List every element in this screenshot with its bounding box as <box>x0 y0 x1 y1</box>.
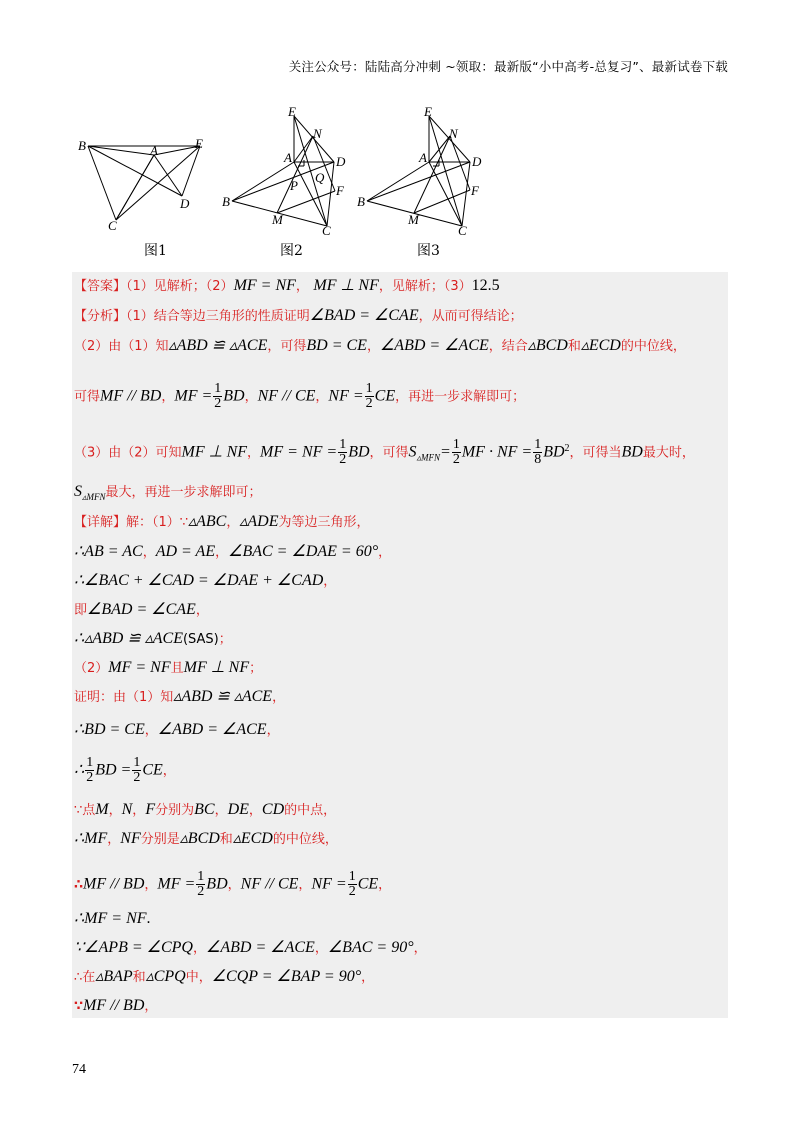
svg-text:Q: Q <box>315 170 325 185</box>
detail-line-12: ∴MF // BD，MF = $\frac{1}{2}$ BD，NF // CE，NF = $\frac{1}{2}$ CE， <box>74 869 392 899</box>
detail-line-6: （2）MF = NF且MF ⊥ NF； <box>74 659 263 676</box>
svg-text:E: E <box>288 104 296 119</box>
page-number: 74 <box>72 1062 86 1077</box>
page-header: 关注公众号：陆陆高分冲刺 ~领取：最新版“小中高考-总复习”、最新试卷下载 <box>288 59 728 74</box>
figure-caption-2: 图2 <box>280 243 303 259</box>
svg-text:A: A <box>284 150 292 165</box>
detail-line-3: ∴∠BAC + ∠CAD = ∠DAE + ∠CAD， <box>74 572 337 589</box>
figure-caption-3: 图3 <box>417 243 440 259</box>
detail-line-8: ∴BD = CE，∠ABD = ∠ACE， <box>74 721 280 738</box>
svg-text:C: C <box>458 223 467 238</box>
svg-text:N: N <box>449 126 458 141</box>
analysis-line-2: （2）由（1）知▵ABD ≌ ▵ACE，可得BD = CE，∠ABD = ∠ACE，结合▵BCD和▵ECD的中位线， <box>74 337 686 354</box>
svg-text:D: D <box>180 196 190 211</box>
detail-line-7: 证明：由（1）知▵ABD ≌ ▵ACE， <box>74 688 286 705</box>
svg-text:N: N <box>313 126 322 141</box>
solution-block <box>72 272 728 1018</box>
svg-text:A: A <box>419 150 427 165</box>
detail-line-11: ∴MF，NF分别是▵BCD和▵ECD的中位线， <box>74 830 338 847</box>
figure-caption-1: 图1 <box>144 243 167 259</box>
svg-text:F: F <box>336 183 344 198</box>
detail-line-10: ∵点M，N，F分别为BC，DE，CD的中点， <box>74 801 337 818</box>
svg-text:B: B <box>78 138 86 153</box>
svg-text:P: P <box>290 178 298 193</box>
figure-group <box>72 100 732 265</box>
analysis-line-1: 【分析】（1）结合等边三角形的性质证明∠BAD = ∠CAE，从而可得结论； <box>74 307 523 324</box>
detail-line-16: ∵MF // BD， <box>74 997 158 1014</box>
detail-line-9: ∴ $\frac{1}{2}$ BD = $\frac{1}{2}$ CE， <box>74 755 176 785</box>
detail-line-2: ∴AB = AC，AD = AE，∠BAC = ∠DAE = 60°， <box>74 543 392 560</box>
detail-line-15: ∴在▵BAP和▵CPQ中，∠CQP = ∠BAP = 90°， <box>74 968 375 985</box>
detail-line-14: ∵∠APB = ∠CPQ，∠ABD = ∠ACE，∠BAC = 90°， <box>74 939 427 956</box>
svg-text:C: C <box>108 218 117 233</box>
geometry-figures <box>72 100 732 265</box>
svg-text:F: F <box>471 183 479 198</box>
analysis-line-4: （3）由（2）可知MF ⊥ NF，MF = NF = $\frac{1}{2}$ BD，可得$S_{▵MFN}=$ $\frac{1}{2}$ MF · NF = $\frac{1}{8}$ $BD^2$，可得当BD最大时， <box>74 437 695 467</box>
svg-text:D: D <box>336 154 346 169</box>
svg-text:B: B <box>357 194 365 209</box>
answer-line: 【答案】（1）见解析；（2）MF = NF， MF ⊥ NF，见解析；（3）12.5 <box>74 277 500 294</box>
detail-line-13: ∴MF = NF. <box>74 910 151 927</box>
svg-text:A: A <box>150 143 158 158</box>
svg-text:E: E <box>195 136 203 151</box>
svg-text:M: M <box>272 212 283 227</box>
svg-text:E: E <box>424 104 432 119</box>
svg-text:C: C <box>322 223 331 238</box>
detail-line-4: 即∠BAD = ∠CAE， <box>74 601 209 618</box>
analysis-line-5: $S_{▵MFN}$最大，再进一步求解即可； <box>74 483 262 502</box>
svg-text:D: D <box>472 154 482 169</box>
analysis-line-3: 可得MF // BD，MF = $\frac{1}{2}$ BD，NF // CE，NF = $\frac{1}{2}$ CE，再进一步求解即可； <box>74 381 526 411</box>
svg-text:M: M <box>408 212 419 227</box>
svg-text:B: B <box>222 194 230 209</box>
detail-line-5: ∴▵ABD ≌ ▵ACE(SAS)； <box>74 630 232 647</box>
detail-line-1: 【详解】解：（1）∵▵ABC，▵ADE为等边三角形， <box>74 513 370 530</box>
